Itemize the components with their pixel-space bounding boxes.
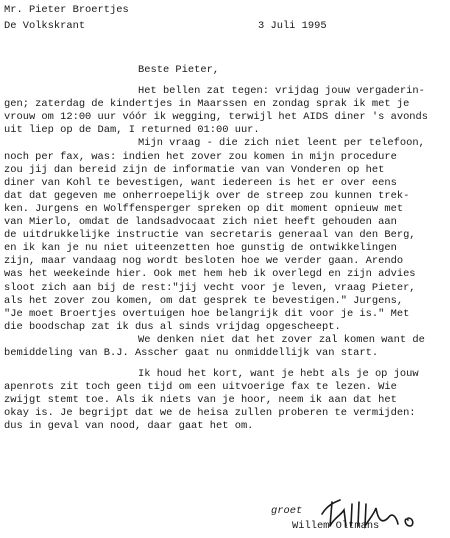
paragraph-line: Mijn vraag - die zich niet leent per telefoon, [138, 137, 425, 150]
paragraph-line: Het bellen zat tegen: vrijdag jouw vergaderin- [138, 85, 425, 98]
paragraph-line: dat dat gegeven me onherroepelijk over de streep zou kunnen trek- [4, 189, 410, 202]
paragraph-line: noch per fax, was: indien het zover zou komen in mijn procedure [4, 150, 397, 163]
paragraph-line: was het weekeinde hier. Ook met hem heb ik overlegd en zijn advies [4, 268, 416, 281]
paragraph-1 [4, 85, 428, 137]
recipient-name: Mr. Pieter Broertjes [4, 4, 129, 16]
paragraph-line: als het zover zou komen, om dat gesprek te bevestigen." Jurgens, [4, 294, 404, 307]
paragraph-line: vrouw om 12:00 uur vóór ik wegging, terwijl het AIDS diner 's avonds [4, 111, 429, 124]
paragraph-line: apenrots zit toch geen tijd om een uitvoerige fax te lezen. Wie [4, 381, 397, 394]
letter-body [4, 64, 428, 434]
paragraph-line: de uitdrukkelijke instructie van secretaris generaal van den Berg, [4, 229, 416, 242]
paragraph-line: sloot zich aan bij de rest:"jij vecht voor je leven, vraag Pieter, [4, 281, 416, 294]
paragraph-line: bemiddeling van B.J. Asscher gaat nu onmiddellijk van start. [4, 346, 379, 359]
paragraph-line: okay is. Je begrijpt dat we de heisa zullen proberen te vermijden: [4, 407, 416, 420]
paragraph-line: dus in geval van nood, daar gaat het om. [4, 420, 254, 433]
paragraph-line: uit liep op de Dam, I returned 01:00 uur. [4, 124, 260, 137]
paragraph-line: zwijgt stemt toe. Als ik niets van je hoor, neem ik aan dat het [4, 394, 397, 407]
paragraph-line: van Mierlo, omdat de landsadvocaat zich niet heeft gehouden aan [4, 216, 397, 229]
paragraph-line: Ik houd het kort, want je hebt als je op jouw [138, 368, 419, 381]
paragraph-line: zou jij dan bereid zijn de informatie van van Vonderen op het [4, 163, 385, 176]
paragraph-line: We denken niet dat het zover zal komen want de [138, 333, 425, 346]
paragraph-4 [4, 368, 428, 433]
letter-date: 3 Juli 1995 [258, 20, 327, 32]
closing-greeting: groet [271, 505, 303, 517]
salutation: Beste Pieter, [138, 64, 220, 76]
paragraph-line: en ik kan je nu niet uiteenzetten hoe gunstig de ontwikkelingen [4, 242, 397, 255]
paragraph-line: diner van Kohl te bevestigen, want iedereen is het er over eens [4, 176, 397, 189]
signature-name: Willem Oltmans [292, 520, 380, 532]
recipient-organization: De Volkskrant [4, 20, 86, 32]
paragraph-line: gen; zaterdag de kindertjes in Maarssen en zondag sprak ik met je [4, 98, 410, 111]
paragraph-2 [4, 137, 428, 333]
paragraph-3 [4, 334, 428, 360]
paragraph-line: zijn, maar vandaag nog wordt besloten hoe we verder gaan. Arendo [4, 255, 404, 268]
paragraph-line: ken. Jurgens en Wolffensperger spreken op dit moment opnieuw met [4, 202, 404, 215]
paragraph-line: die boodschap zat ik dus al sinds vrijdag opgescheept. [4, 320, 341, 333]
paragraph-line: "Je moet Broertjes overtuigen hoe belangrijk dit voor je is." Met [4, 307, 410, 320]
